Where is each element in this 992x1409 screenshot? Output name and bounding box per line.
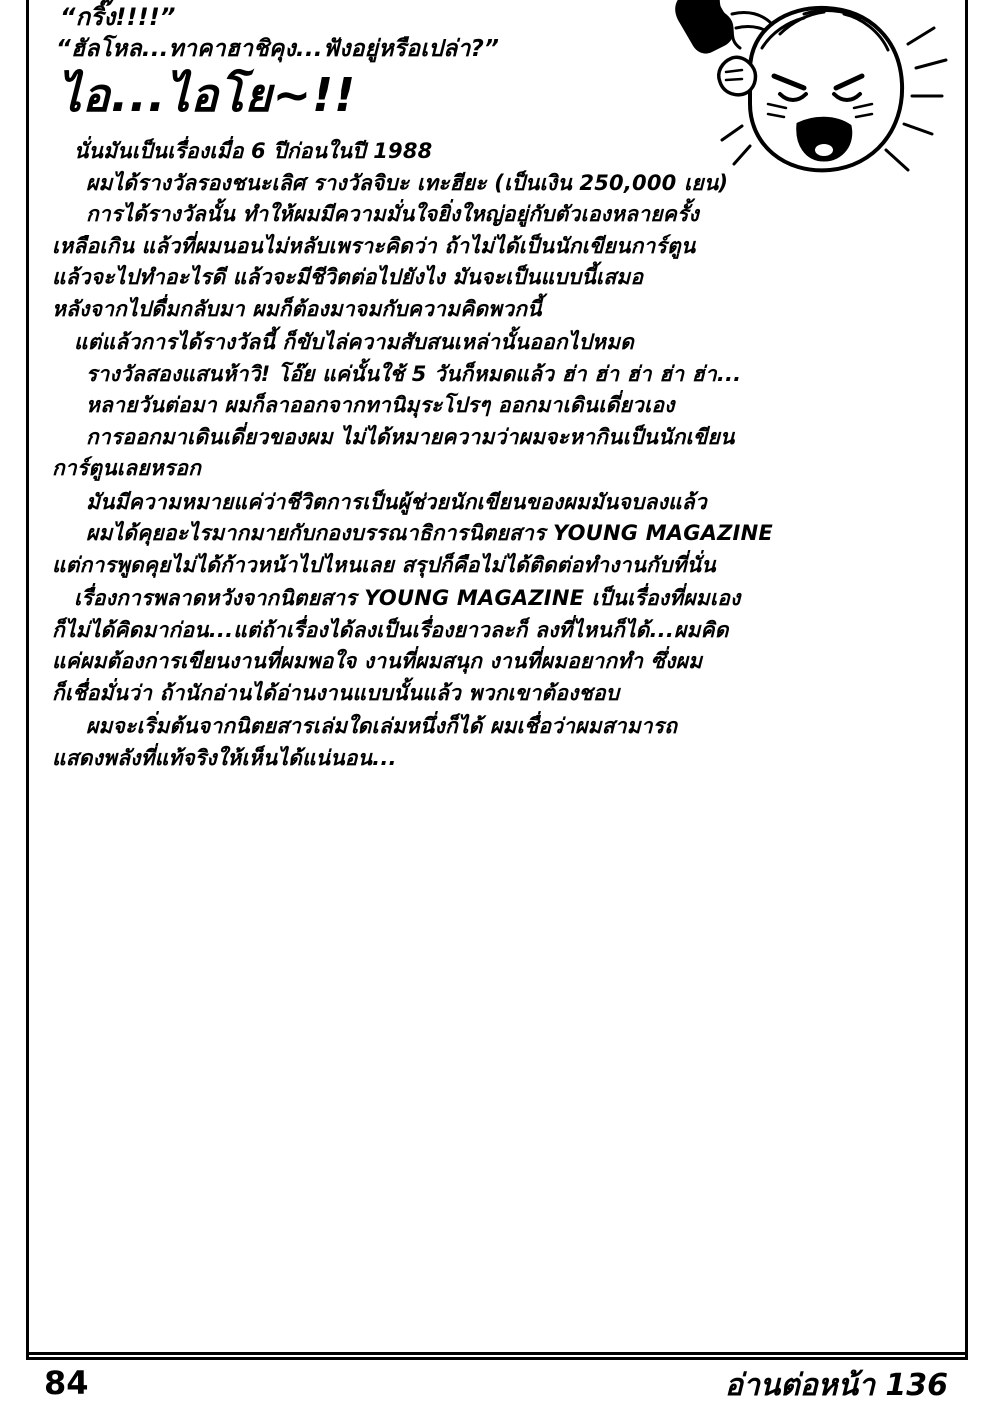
line: ผมจะเริ่มต้นจากนิตยสารเล่มใดเล่มหนึ่งก็ได้ ผมเชื่อว่าผมสามารถ <box>86 714 678 738</box>
spacer <box>52 126 937 134</box>
line: หลังจากไปดื่มกลับมา ผมก็ต้องมาจมกับความคิดพวกนี้ <box>52 296 542 321</box>
paragraph-2 <box>52 327 937 485</box>
line: ก็ไม่ได้คิดมาก่อน...แต่ถ้าเรื่องได้ลงเป็นเรื่องยาวละก็ ลงที่ไหนก็ได้...ผมคิด <box>52 617 729 642</box>
footer-divider <box>26 1352 968 1355</box>
page-number: 84 <box>44 1364 89 1402</box>
line: ก็เชื่อมั่นว่า ถ้านักอ่านได้อ่านงานแบบนั้นแล้ว พวกเขาต้องชอบ <box>52 680 620 705</box>
line: ผมได้คุยอะไรมากมายกับกองบรรณาธิการนิตยสาร YOUNG MAGAZINE <box>86 521 773 545</box>
line: เรื่องการพลาดหวังจากนิตยสาร YOUNG MAGAZINE เป็นเรื่องที่ผมเอง <box>74 586 741 610</box>
line: แต่แล้วการได้รางวัลนี้ ก็ขับไล่ความสับสนเหล่านั้นออกไปหมด <box>74 330 634 354</box>
shout-line: ไอ...ไอโย~!! <box>58 68 357 122</box>
line: มันมีความหมายแค่ว่าชีวิตการเป็นผู้ช่วยนักเขียนของผมมันจบลงแล้ว <box>86 489 707 514</box>
line: การออกมาเดินเดี่ยวของผม ไม่ได้หมายความว่าผมจะหากินเป็นนักเขียน <box>86 424 735 449</box>
continued-on-page: อ่านต่อหน้า 136 <box>724 1368 948 1403</box>
line: ผมได้รางวัลรองชนะเลิศ รางวัลจิบะ เทะฮียะ (เป็นเงิน 250,000 เยน) <box>86 170 729 195</box>
paragraph-4 <box>52 583 937 709</box>
sfx-top: “กริ๊ง!!!!” <box>60 3 176 31</box>
line: นั่นมันเป็นเรื่องเมื่อ 6 ปีก่อนในปี 1988 <box>74 139 433 163</box>
page-footer <box>0 1352 992 1403</box>
line: เหลือเกิน แล้วที่ผมนอนไม่หลับเพราะคิดว่า ถ้าไม่ได้เป็นนักเขียนการ์ตูน <box>52 233 696 258</box>
line: หลายวันต่อมา ผมก็ลาออกจากทานิมุระโปรๆ ออกมาเดินเดี่ยวเอง <box>86 393 675 417</box>
story-text <box>42 0 947 774</box>
paragraph-1 <box>52 136 937 325</box>
line: แต่การพูดคุยไม่ได้ก้าวหน้าไปไหนเลย สรุปก็คือไม่ได้ติดต่อทำงานกับที่นั่น <box>52 552 716 577</box>
line: แสดงพลังที่แท้จริงให้เห็นได้แน่นอน... <box>52 745 397 770</box>
line: การได้รางวัลนั้น ทำให้ผมมีความมั่นใจยิ่งใหญ่อยู่กับตัวเองหลายครั้ง <box>86 202 699 226</box>
paragraph-3 <box>52 487 937 582</box>
line: รางวัลสองแสนห้าวิ! โอ๊ย แค่นั้นใช้ 5 วันก็หมดแล้ว ฮ่า ฮ่า ฮ่า ฮ่า ฮ่า... <box>86 361 742 386</box>
line: แค่ผมต้องการเขียนงานที่ผมพอใจ งานที่ผมสนุก งานที่ผมอยากทำ ซึ่งผม <box>52 649 703 673</box>
paragraph-5 <box>52 711 937 774</box>
line: การ์ตูนเลยหรอก <box>52 456 201 480</box>
phone-quote: “ฮัลโหล...ทาคาฮาชิคุง...ฟังอยู่หรือเปล่า?” <box>56 36 500 62</box>
line: แล้วจะไปทำอะไรดี แล้วจะมีชีวิตต่อไปยังไง มันจะเป็นแบบนี้เสมอ <box>52 265 644 289</box>
